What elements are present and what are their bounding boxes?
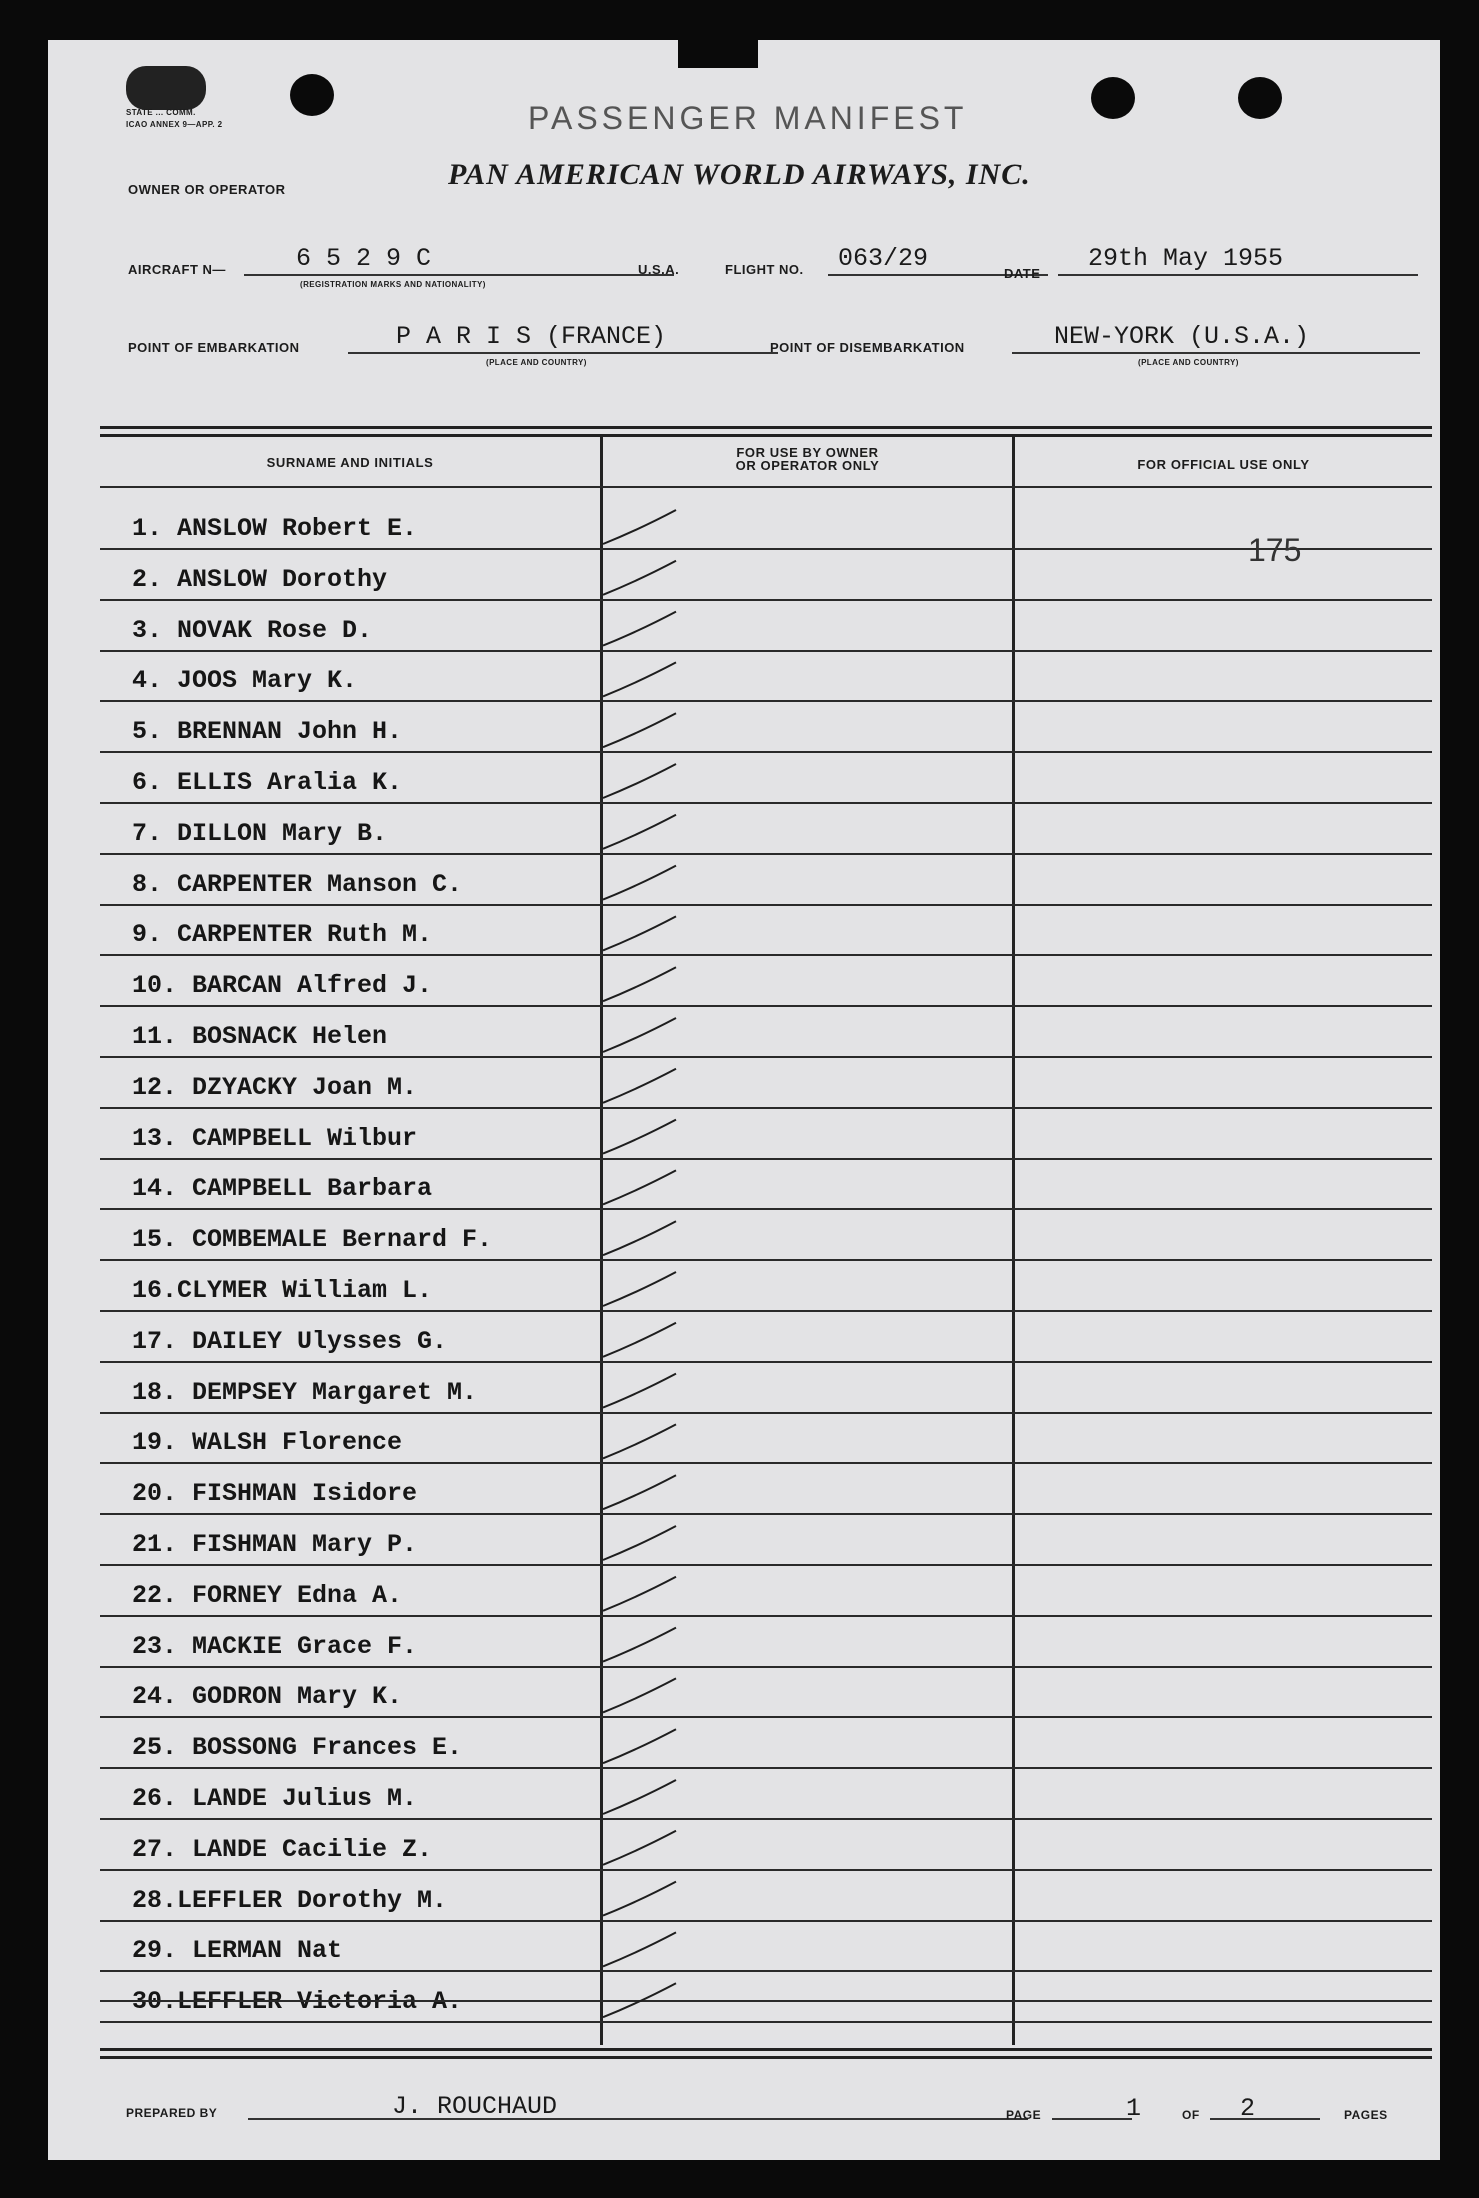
pages-label: PAGES <box>1344 2108 1388 2122</box>
check-mark <box>603 1475 676 1509</box>
official-note: 175 <box>1248 532 1302 568</box>
check-mark <box>603 1170 676 1204</box>
disembarkation-value: NEW-YORK (U.S.A.) <box>1054 322 1310 351</box>
date-label: DATE <box>1004 266 1041 281</box>
check-mark <box>603 1780 676 1814</box>
passenger-row: 13. CAMPBELL Wilbur <box>132 1124 418 1153</box>
column-head-official: FOR OFFICIAL USE ONLY <box>1137 457 1310 472</box>
column-head-surname: SURNAME AND INITIALS <box>266 455 434 470</box>
of-label: OF <box>1182 2108 1200 2122</box>
passenger-row: 29. LERMAN Nat <box>132 1936 343 1965</box>
passenger-row: 6. ELLIS Aralia K. <box>132 768 403 797</box>
passenger-row: 27. LANDE Cacilie Z. <box>132 1835 433 1864</box>
check-mark <box>603 1729 676 1763</box>
owner-value: PAN AMERICAN WORLD AIRWAYS, INC. <box>448 158 1031 191</box>
passenger-row: 12. DZYACKY Joan M. <box>132 1073 418 1102</box>
passenger-row: 28.LEFFLER Dorothy M. <box>132 1886 448 1915</box>
passenger-row: 4. JOOS Mary K. <box>132 666 358 695</box>
manifest-sheet <box>48 40 1440 2160</box>
passenger-row: 23. MACKIE Grace F. <box>132 1632 418 1661</box>
check-mark <box>603 1323 676 1357</box>
check-mark <box>603 1983 676 2017</box>
check-mark <box>603 967 676 1001</box>
prepared-label: PREPARED BY <box>126 2106 218 2120</box>
passenger-row: 30.LEFFLER Victoria A. <box>132 1987 463 2016</box>
passenger-row: 24. GODRON Mary K. <box>132 1682 403 1711</box>
embarkation-value: P A R I S (FRANCE) <box>396 322 667 351</box>
passenger-row: 25. BOSSONG Frances E. <box>132 1733 463 1762</box>
passenger-row: 7. DILLON Mary B. <box>132 819 388 848</box>
check-mark <box>603 1932 676 1966</box>
passenger-row: 5. BRENNAN John H. <box>132 717 403 746</box>
passenger-row: 14. CAMPBELL Barbara <box>132 1174 433 1203</box>
of-value: 2 <box>1240 2094 1256 2123</box>
aircraft-label: AIRCRAFT N— <box>128 262 226 277</box>
flight-value: 063/29 <box>838 244 929 273</box>
passenger-row: 3. NOVAK Rose D. <box>132 616 373 645</box>
passenger-row: 22. FORNEY Edna A. <box>132 1581 403 1610</box>
check-mark <box>603 764 676 798</box>
passenger-row: 17. DAILEY Ulysses G. <box>132 1327 448 1356</box>
check-mark <box>603 713 676 747</box>
passenger-row: 15. COMBEMALE Bernard F. <box>132 1225 493 1254</box>
check-mark <box>603 561 676 595</box>
passenger-row: 20. FISHMAN Isidore <box>132 1479 418 1508</box>
check-mark <box>603 1628 676 1662</box>
form-ref-line2: ICAO ANNEX 9—APP. 2 <box>126 120 223 129</box>
check-mark <box>603 866 676 900</box>
aircraft-caption: (REGISTRATION MARKS AND NATIONALITY) <box>300 280 486 289</box>
passenger-row: 9. CARPENTER Ruth M. <box>132 920 433 949</box>
form-ref-line1: STATE ... COMM. <box>126 108 196 117</box>
check-mark <box>603 1120 676 1154</box>
embarkation-caption: (PLACE AND COUNTRY) <box>486 358 587 367</box>
aircraft-value: 6 5 2 9 C <box>296 244 432 273</box>
passenger-row: 1. ANSLOW Robert E. <box>132 514 418 543</box>
check-mark <box>603 1069 676 1103</box>
passenger-row: 18. DEMPSEY Margaret M. <box>132 1378 478 1407</box>
check-mark <box>603 1831 676 1865</box>
flight-label: FLIGHT NO. <box>725 262 804 277</box>
check-mark <box>603 1577 676 1611</box>
check-mark <box>603 1526 676 1560</box>
check-mark <box>603 1882 676 1916</box>
check-mark <box>603 510 676 544</box>
check-mark <box>603 662 676 696</box>
passenger-row: 19. WALSH Florence <box>132 1428 403 1457</box>
column-head-owner-use-1: FOR USE BY OWNER <box>736 445 879 460</box>
page-value: 1 <box>1126 2094 1142 2123</box>
passenger-row: 8. CARPENTER Manson C. <box>132 870 463 899</box>
page-underline <box>1052 2118 1132 2120</box>
column-head-owner-use-2: OR OPERATOR ONLY <box>735 458 880 473</box>
disembarkation-label: POINT OF DISEMBARKATION <box>770 340 965 355</box>
of-underline <box>1210 2118 1320 2120</box>
page-title: PASSENGER MANIFEST <box>528 100 968 136</box>
prepared-value: J. ROUCHAUD <box>392 2092 558 2121</box>
passenger-row: 11. BOSNACK Helen <box>132 1022 388 1051</box>
passenger-row: 2. ANSLOW Dorothy <box>132 565 388 594</box>
check-mark <box>603 1424 676 1458</box>
embarkation-label: POINT OF EMBARKATION <box>128 340 300 355</box>
check-mark <box>603 1678 676 1712</box>
page-label: PAGE <box>1006 2108 1042 2122</box>
check-mark <box>603 916 676 950</box>
check-mark <box>603 1374 676 1408</box>
date-value: 29th May 1955 <box>1088 244 1284 273</box>
check-mark <box>603 1018 676 1052</box>
disembarkation-caption: (PLACE AND COUNTRY) <box>1138 358 1239 367</box>
check-mark <box>603 1221 676 1255</box>
check-mark <box>603 612 676 646</box>
aircraft-country: U.S.A. <box>638 262 680 277</box>
check-mark <box>603 1272 676 1306</box>
handwritten-check-marks <box>48 40 1440 2160</box>
owner-label: OWNER OR OPERATOR <box>128 182 286 197</box>
passenger-row: 26. LANDE Julius M. <box>132 1784 418 1813</box>
passenger-row: 16.CLYMER William L. <box>132 1276 433 1305</box>
passenger-row: 10. BARCAN Alfred J. <box>132 971 433 1000</box>
prepared-underline <box>248 2118 1028 2120</box>
passenger-row: 21. FISHMAN Mary P. <box>132 1530 418 1559</box>
check-mark <box>603 815 676 849</box>
